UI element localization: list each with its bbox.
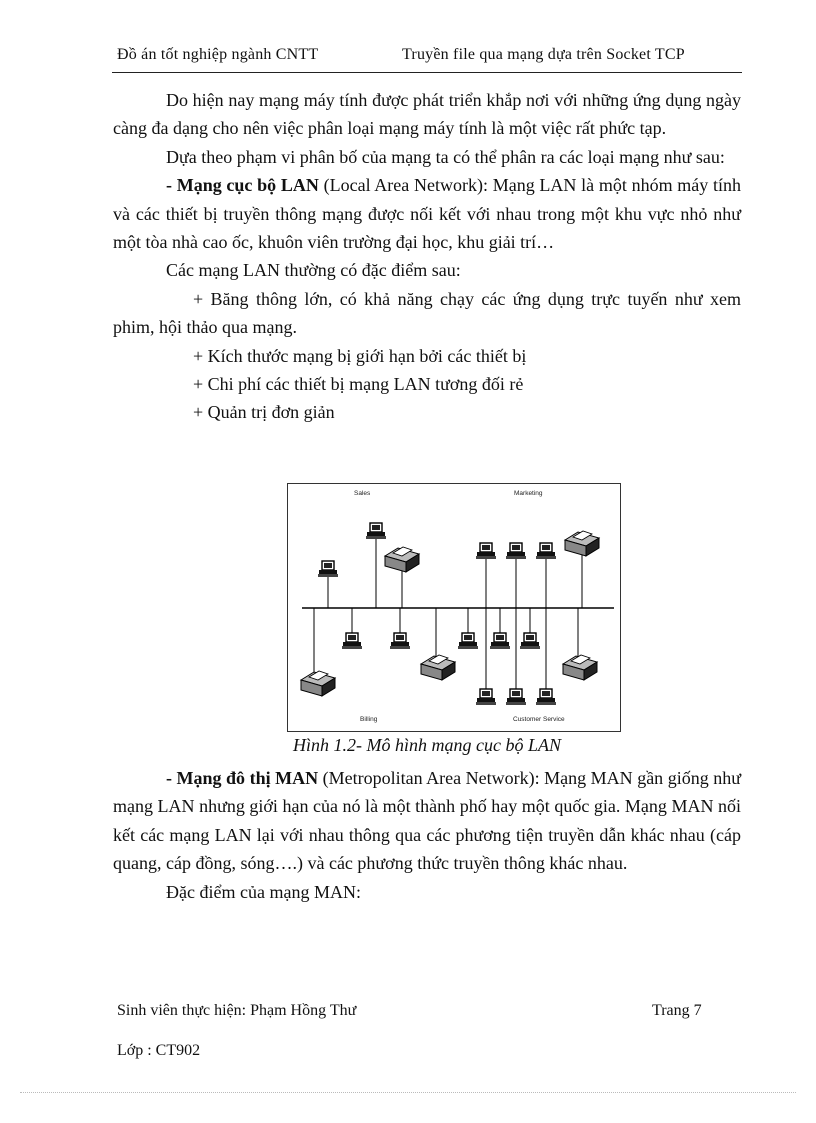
lan-features-intro: Các mạng LAN thường có đặc điểm sau: [166, 260, 461, 281]
footer-student: Sinh viên thực hiện: Phạm Hồng Thư [117, 1002, 357, 1019]
page-bottom-border [20, 1092, 796, 1093]
service-computer [458, 633, 478, 649]
paragraph-classification: Dựa theo phạm vi phân bố của mạng ta có thể phân ra các loại mạng như sau: [166, 146, 725, 167]
lan-feature-item: + Quản trị đơn giản [193, 402, 335, 423]
header-divider [112, 72, 742, 73]
paragraph-intro: Do hiện nay mạng máy tính được phát triển khắp nơi với những ứng dụng ngày càng đa dạng cho nên việc phân loại mạng máy tính là một việc rất phức tạp. [113, 90, 741, 139]
billing-printer [421, 655, 455, 680]
sales-computer [318, 561, 338, 577]
footer-page-number: Trang 7 [652, 1002, 702, 1019]
lan-feature-item: + Băng thông lớn, có khả năng chạy các ứng dụng trực tuyến như xem phim, hội thảo qua mạng. [113, 288, 741, 338]
billing-printer [301, 671, 335, 696]
service-printer [563, 655, 597, 680]
billing-computer [390, 633, 410, 649]
billing-computer [342, 633, 362, 649]
lan-feature-item: + Chi phí các thiết bị mạng LAN tương đối rẻ [193, 374, 524, 395]
man-heading: - Mạng đô thị MAN [166, 768, 319, 788]
lan-feature-item: + Kích thước mạng bị giới hạn bởi các thiết bị [193, 345, 527, 366]
footer-class: Lớp : CT902 [117, 1042, 201, 1059]
label-marketing: Marketing [514, 490, 543, 497]
lan-text: (Local Area Network): Mạng LAN là một nhóm máy tính và các thiết bị truyền thông mạng được nối kết với nhau trong một khu vực nhỏ như một tòa nhà cao ốc, khuôn viên trường đại học, khu giải trí… [113, 175, 741, 253]
lan-diagram-svg [288, 484, 620, 731]
lan-heading: - Mạng cục bộ LAN [166, 175, 319, 196]
sales-computer [366, 523, 386, 539]
figure-caption: Hình 1.2- Mô hình mạng cục bộ LAN [293, 735, 561, 755]
service-computer [506, 689, 526, 705]
body-section-lan [113, 86, 741, 427]
man-features-intro: Đặc điểm của mạng MAN: [166, 881, 361, 902]
lan-diagram [287, 483, 621, 732]
label-customer-service: Customer Service [513, 716, 565, 723]
body-section-man [113, 764, 741, 906]
service-computer [476, 689, 496, 705]
marketing-computer [506, 543, 526, 559]
marketing-computer [536, 543, 556, 559]
service-computer [520, 633, 540, 649]
marketing-computer [476, 543, 496, 559]
service-computer [490, 633, 510, 649]
header-right-title: Truyền file qua mạng dựa trên Socket TCP [402, 46, 685, 63]
header-left-title: Đồ án tốt nghiệp ngành CNTT [117, 46, 319, 63]
service-computer [536, 689, 556, 705]
sales-printer [385, 547, 419, 572]
paragraph-lan [113, 171, 741, 256]
man-text: (Metropolitan Area Network): Mạng MAN gần giống như mạng LAN nhưng giới hạn của nó là một thành phố hay một quốc gia. Mạng MAN nối kết các mạng LAN lại với nhau thông qua các phương tiện truyền dẫn khác nhau (cáp quang, cáp đồng, sóng….) và các phương thức truyền thông khác nhau. [113, 768, 741, 874]
paragraph-man [113, 764, 741, 878]
label-sales: Sales [354, 490, 371, 497]
marketing-printer [565, 531, 599, 556]
label-billing: Billing [360, 716, 378, 723]
